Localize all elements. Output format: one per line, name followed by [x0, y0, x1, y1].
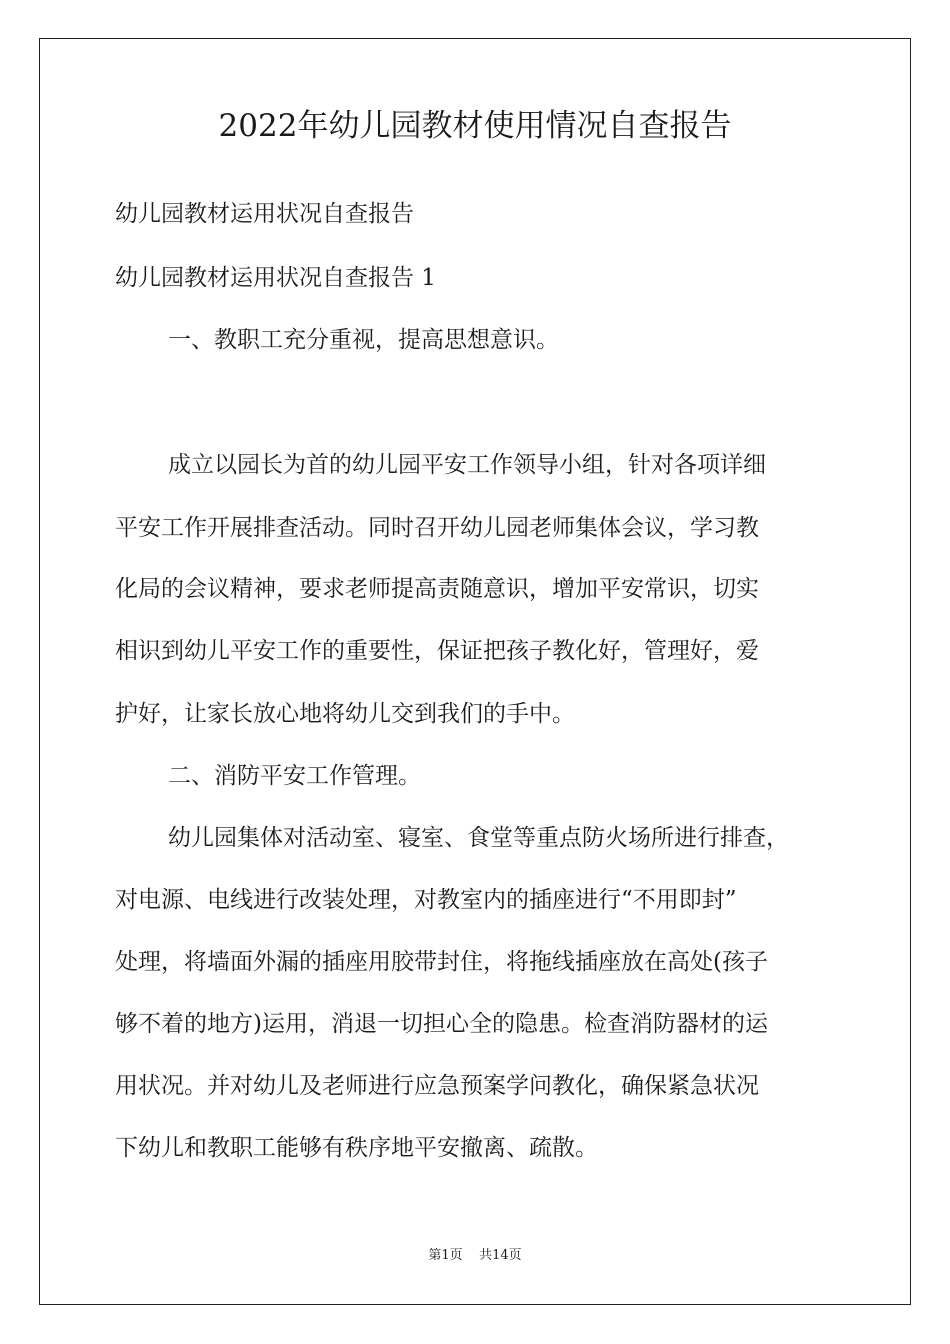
paragraph-line: 幼儿园集体对活动室、寝室、食堂等重点防火场所进行排查，	[168, 825, 789, 851]
paragraph-line: 成立以园长为首的幼儿园平安工作领导小组，针对各项详细	[168, 452, 766, 478]
section-1-heading: 一、教职工充分重视，提高思想意识。	[168, 327, 559, 353]
paragraph-line: 相识到幼儿平安工作的重要性，保证把孩子教化好，管理好，爱	[115, 638, 759, 664]
paragraph-line: 对电源、电线进行改装处理，对教室内的插座进行“不用即封”	[115, 887, 737, 913]
paragraph-line: 平安工作开展排查活动。同时召开幼儿园老师集体会议，学习教	[115, 515, 759, 541]
paragraph-line: 护好，让家长放心地将幼儿交到我们的手中。	[115, 701, 575, 727]
paragraph-line: 化局的会议精神，要求老师提高责随意识，增加平安常识，切实	[115, 576, 759, 602]
report-heading: 幼儿园教材运用状况自查报告 1	[115, 265, 436, 291]
document-title: 2022年幼儿园教材使用情况自查报告	[218, 108, 732, 144]
paragraph-line: 用状况。并对幼儿及老师进行应急预案学问教化，确保紧急状况	[115, 1073, 759, 1099]
section-2-heading: 二、消防平安工作管理。	[168, 763, 421, 789]
paragraph-line: 下幼儿和教职工能够有秩序地平安撤离、疏散。	[115, 1135, 598, 1161]
page-number: 第1页	[428, 1248, 463, 1263]
document-subtitle: 幼儿园教材运用状况自查报告	[115, 201, 414, 227]
paragraph-line: 处理，将墙面外漏的插座用胶带封住，将拖线插座放在高处(孩子	[115, 949, 768, 975]
page-total: 共14页	[479, 1248, 522, 1263]
page-footer	[0, 1246, 950, 1266]
paragraph-line: 够不着的地方)运用，消退一切担心全的隐患。检查消防器材的运	[115, 1011, 768, 1037]
